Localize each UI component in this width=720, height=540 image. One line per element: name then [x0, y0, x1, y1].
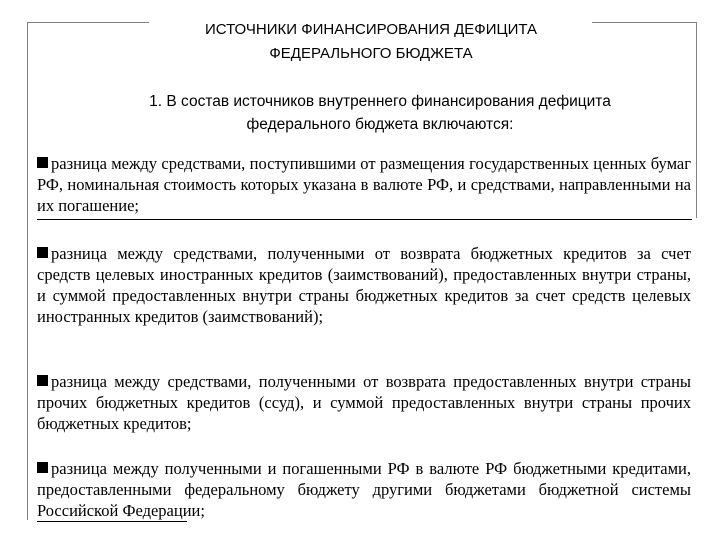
- square-bullet-icon: [37, 157, 48, 168]
- slide-title: [150, 18, 592, 66]
- square-bullet-icon: [37, 462, 48, 473]
- frame-top-right-line: [592, 22, 696, 23]
- list-item-text: разница между средствами, полученными от возврата бюджетных кредитов за счет средств целевых иностранных кредитов (заимствований), предоставленных внутри страны, и суммой предоставленных внутри страны бюджетных кредитов за счет средств целевых иностранных кредитов (заимствований);: [37, 244, 691, 326]
- item-divider: [37, 521, 187, 522]
- list-item: [37, 153, 691, 216]
- square-bullet-icon: [37, 375, 48, 386]
- section-heading: [90, 90, 670, 136]
- frame-right-line: [696, 22, 697, 218]
- list-item: [37, 243, 691, 327]
- list-item: [37, 458, 691, 521]
- section-heading-line-1: 1. В состав источников внутреннего финансирования дефицита: [149, 93, 611, 110]
- slide-title-line-2: ФЕДЕРАЛЬНОГО БЮДЖЕТА: [269, 45, 473, 62]
- list-item-text: разница между полученными и погашенными РФ в валюте РФ бюджетными кредитами, предоставленными федеральному бюджету другими бюджетами бюджетной системы Российской Федерации;: [37, 459, 691, 520]
- frame-left-line: [27, 22, 28, 520]
- list-item-text: разница между средствами, полученными от возврата предоставленных внутри страны прочих бюджетных кредитов (ссуд), и суммой предоставленных внутри страны прочих бюджетных кредитов;: [37, 372, 691, 433]
- list-item-text: разница между средствами, поступившими от размещения государственных ценных бумаг РФ, номинальная стоимость которых указана в валюте РФ, и средствами, направленными на их погашение;: [37, 154, 691, 215]
- section-heading-line-2: федерального бюджета включаются:: [246, 116, 514, 133]
- item-divider: [37, 219, 692, 220]
- list-item: [37, 371, 691, 434]
- frame-top-left-line: [27, 22, 149, 23]
- slide-title-line-1: ИСТОЧНИКИ ФИНАНСИРОВАНИЯ ДЕФИЦИТА: [204, 21, 538, 38]
- square-bullet-icon: [37, 247, 48, 258]
